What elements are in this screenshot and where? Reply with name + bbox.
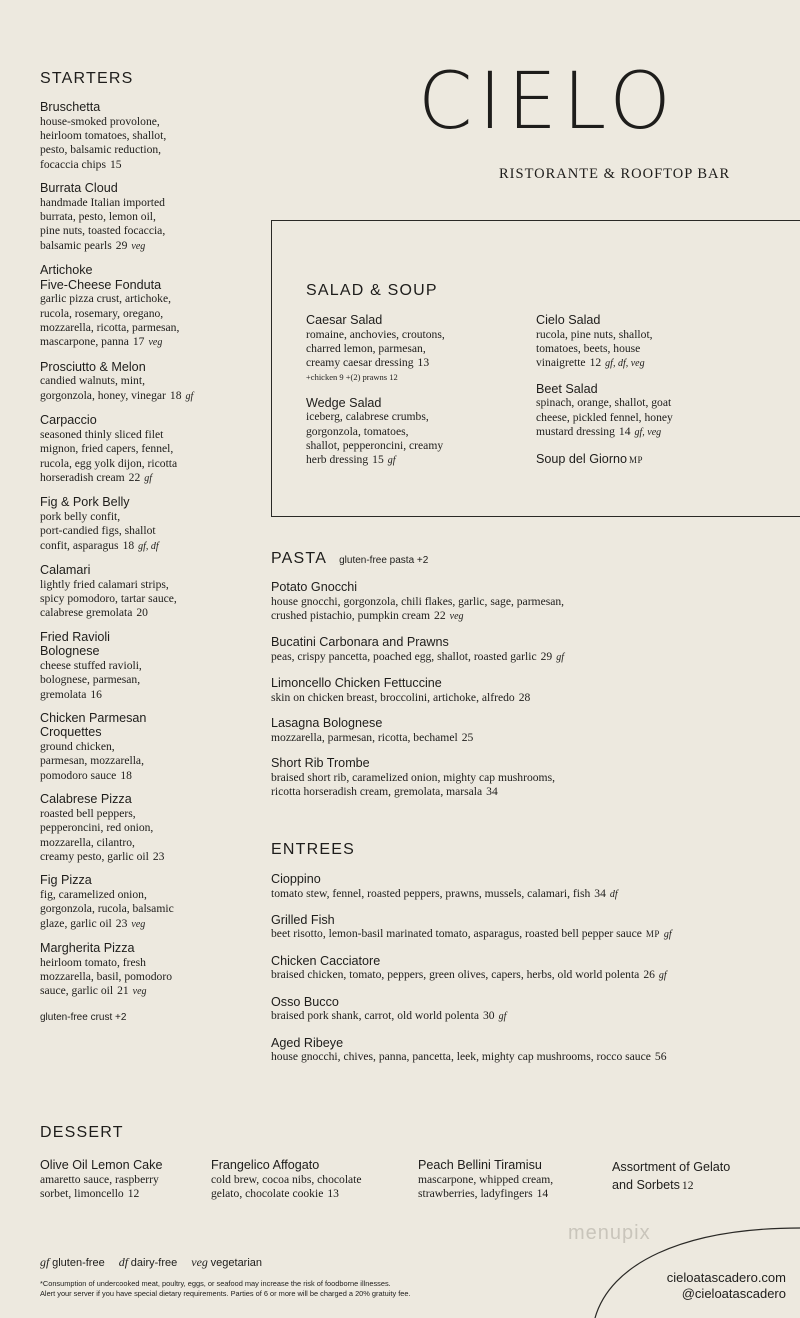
item-price: 29 [115, 238, 128, 252]
menu-item [40, 413, 265, 486]
item-price: 18 [169, 388, 182, 402]
menu-item [40, 1158, 235, 1201]
item-description [40, 578, 265, 621]
legend-key: veg [191, 1255, 208, 1269]
item-description [271, 968, 791, 983]
menu-item [271, 580, 791, 624]
item-price: 21 [117, 984, 129, 998]
dietary-tags: gf [144, 472, 153, 484]
dietary-tags: veg [131, 240, 146, 252]
entrees-heading: ENTREES [271, 841, 355, 858]
item-desc-text: rucola, pine nuts, shallot, tomatoes, beets, house vinaigrette [536, 327, 653, 370]
item-description [40, 888, 265, 932]
dietary-tags: gf [498, 1011, 507, 1023]
item-name: Aged Ribeye [271, 1035, 344, 1050]
dietary-tags: gf [185, 390, 194, 402]
item-name: Cioppino [271, 872, 321, 886]
item-description [271, 731, 791, 745]
item-name: Bucatini Carbonara and Prawns [271, 635, 449, 650]
item-name: Chicken Cacciatore [271, 953, 381, 968]
item-name: Potato Gnocchi [271, 580, 358, 594]
item-price: MP [645, 929, 660, 940]
menu-item [271, 635, 791, 665]
dietary-tags: gf [387, 455, 396, 467]
menu-item [40, 941, 265, 1000]
item-desc-text: garlic pizza crust, artichoke, rucola, rosemary, oregano, mozzarella, ricotta, parmesan, mascarpone, panna [40, 292, 180, 349]
item-price: 17 [132, 335, 145, 349]
item-description [271, 927, 791, 942]
item-addons: +chicken 9 +(2) prawns 12 [306, 371, 398, 382]
item-name: Fried Ravioli Bolognese [40, 629, 110, 659]
menu-item [306, 313, 521, 384]
item-name: Soup del Giorno [536, 452, 628, 467]
item-desc-text: mozzarella, parmesan, ricotta, bechamel [271, 730, 458, 744]
item-price: 23 [152, 849, 165, 863]
item-description [682, 1179, 694, 1192]
menu-item [40, 495, 265, 554]
item-desc-text: heirloom tomato, fresh mozzarella, basil, pomodoro sauce, garlic oil [40, 955, 172, 998]
item-description [40, 428, 265, 487]
consumption-notice: *Consumption of undercooked meat, poultry, eggs, or seafood may increase the risk of foodborne illnesses. Alert your server if you have special dietary requirements. Parties of 6 or more will be charged a 20% gratuity fee. [40, 1279, 411, 1298]
item-name: Burrata Cloud [40, 181, 118, 196]
item-desc-text: spinach, orange, shallot, goat cheese, pickled fennel, honey mustard dressing [536, 396, 673, 439]
dietary-tags: gf [663, 929, 672, 941]
item-desc-text: skin on chicken breast, broccolini, artichoke, alfredo [271, 690, 515, 704]
item-price: 14 [536, 1186, 549, 1200]
item-name: Wedge Salad [306, 395, 382, 410]
item-desc-text: mascarpone, whipped cream, strawberries, ladyfingers [418, 1172, 554, 1200]
item-desc-text: house gnocchi, gorgonzola, chili flakes, garlic, sage, parmesan, crushed pistachio, pumpkin cream [271, 594, 565, 622]
item-description [629, 453, 643, 466]
item-description [40, 1173, 235, 1202]
restaurant-logo: CIELO [418, 57, 677, 147]
starters-list [40, 100, 265, 1023]
item-name: Limoncello Chicken Fettuccine [271, 676, 442, 691]
item-description [40, 740, 265, 783]
item-name: Beet Salad [536, 381, 598, 396]
item-description [418, 1173, 613, 1202]
item-price: 25 [461, 730, 474, 744]
item-description [40, 115, 265, 173]
item-desc-text: ground chicken, parmesan, mozzarella, pomodoro sauce [40, 739, 144, 782]
starters-footnote: gluten-free crust +2 [40, 1011, 127, 1023]
item-name: Bruschetta [40, 100, 101, 114]
menu-item [40, 181, 265, 254]
item-name: Frangelico Affogato [211, 1158, 320, 1172]
dietary-tags: veg [132, 986, 147, 998]
item-price: 13 [327, 1186, 339, 1200]
item-desc-text: fig, caramelized onion, gorgonzola, rucola, balsamic glaze, garlic oil [40, 887, 174, 930]
item-price: 14 [618, 425, 631, 439]
item-desc-text: cold brew, cocoa nibs, chocolate gelato, chocolate cookie [211, 1172, 362, 1200]
menu-item [40, 563, 265, 621]
item-price: 22 [128, 470, 141, 484]
menu-item [40, 873, 265, 932]
item-name: Peach Bellini Tiramisu [418, 1158, 542, 1172]
item-description [40, 659, 265, 702]
item-description [271, 650, 791, 665]
item-description [536, 396, 766, 440]
item-description [271, 771, 791, 800]
legend-label: gluten-free [52, 1257, 105, 1269]
item-price: 13 [417, 356, 430, 370]
item-price: 15 [372, 453, 384, 467]
menu-item [271, 676, 791, 705]
item-price: 16 [90, 687, 102, 701]
item-description [271, 595, 791, 625]
pasta-list [271, 580, 791, 810]
item-desc-text: braised chicken, tomato, peppers, green olives, capers, herbs, old world polenta [271, 968, 640, 982]
item-description [271, 1050, 791, 1064]
dietary-tags: veg [131, 918, 146, 930]
restaurant-subtitle: RISTORANTE & ROOFTOP BAR [499, 166, 731, 182]
item-description [40, 196, 265, 255]
item-desc-text: beet risotto, lemon-basil marinated tomato, asparagus, roasted bell pepper sauce [271, 927, 642, 941]
item-name: Calamari [40, 563, 91, 578]
item-description [306, 328, 521, 371]
item-name: Assortment of Gelato and Sorbets [612, 1160, 731, 1192]
menu-item [40, 711, 265, 783]
item-name: Carpaccio [40, 413, 97, 428]
item-price: 15 [109, 157, 122, 171]
contact-info [667, 1270, 786, 1302]
item-name: Chicken Parmesan Croquettes [40, 710, 147, 740]
item-desc-text: tomato stew, fennel, roasted peppers, prawns, mussels, calamari, fish [271, 886, 591, 900]
item-name: Grilled Fish [271, 912, 335, 927]
item-price: 29 [540, 649, 553, 663]
menu-item [271, 872, 791, 902]
menu-item [40, 630, 265, 702]
item-desc-text: pork belly confit, port-candied figs, shallot confit, asparagus [40, 509, 156, 552]
legend-label: dairy-free [130, 1257, 178, 1269]
item-description [40, 374, 265, 404]
dietary-tags: gf, df [138, 540, 159, 552]
menu-item [271, 913, 791, 943]
item-description [40, 510, 265, 554]
item-desc-text: candied walnuts, mint, gorgonzola, honey, vinegar [40, 374, 166, 402]
menu-item [271, 756, 791, 799]
item-name: Caesar Salad [306, 313, 383, 327]
legend-label: vegetarian [210, 1257, 263, 1269]
item-desc-text: iceberg, calabrese crumbs, gorgonzola, tomatoes, shallot, pepperoncini, creamy herb dressing [306, 410, 444, 467]
dietary-tags: veg [148, 337, 163, 349]
dietary-tags: gf [556, 651, 564, 663]
item-desc-text: house-smoked provolone, heirloom tomatoes, shallot, pesto, balsamic reduction, focaccia chips [40, 114, 167, 171]
menu-item [536, 313, 766, 372]
item-name: Fig & Pork Belly [40, 495, 130, 510]
item-description [40, 956, 265, 1000]
item-name: Short Rib Trombe [271, 756, 370, 771]
website-link[interactable]: cieloatascadero.com [666, 1270, 786, 1285]
item-desc-text: romaine, anchovies, croutons, charred lemon, parmesan, creamy caesar dressing [306, 327, 445, 370]
item-desc-text: handmade Italian imported burrata, pesto, lemon oil, pine nuts, toasted focaccia, balsamic pearls [40, 195, 166, 252]
salad-right-column [536, 313, 766, 478]
dietary-legend [40, 1255, 276, 1270]
item-price: 18 [122, 538, 135, 552]
item-description [40, 807, 265, 865]
item-desc-text: seasoned thinly sliced filet mignon, fried capers, fennel, rucola, egg yolk dijon, ricotta horseradish cream [40, 427, 178, 484]
menu-item [536, 382, 766, 441]
item-name: Osso Bucco [271, 994, 339, 1009]
item-name: Fig Pizza [40, 873, 92, 888]
item-name: Artichoke Five-Cheese Fonduta [40, 263, 162, 292]
menu-item [271, 954, 791, 984]
item-price: 34 [486, 784, 498, 798]
dessert-heading: DESSERT [40, 1124, 124, 1141]
item-description [271, 887, 791, 902]
menu-item [418, 1158, 613, 1201]
item-description [40, 292, 265, 351]
item-name: Margherita Pizza [40, 941, 135, 956]
item-desc-text: roasted bell peppers, pepperoncini, red onion, mozzarella, cilantro, creamy pesto, garlic oil [40, 806, 154, 863]
item-description [306, 410, 521, 469]
item-price: MP [629, 455, 644, 466]
dietary-tags: veg [449, 610, 464, 622]
item-description [536, 328, 766, 372]
item-price: 12 [589, 356, 602, 370]
item-price: 20 [136, 606, 148, 620]
dietary-tags: gf, df, veg [605, 358, 645, 370]
item-description [271, 691, 791, 705]
menu-item [40, 792, 265, 864]
pasta-header [271, 550, 428, 568]
menu-item [536, 450, 766, 468]
item-desc-text: braised short rib, caramelized onion, mighty cap mushrooms, ricotta horseradish cream, gremolata, marsala [271, 770, 555, 798]
menu-item [40, 263, 265, 351]
item-price: 56 [654, 1050, 667, 1064]
menu-item [211, 1158, 406, 1201]
entrees-list [271, 872, 791, 1076]
watermark: menupix [568, 1222, 651, 1244]
menu-item [306, 396, 521, 469]
menu-item [40, 360, 265, 404]
menu-item [271, 995, 791, 1025]
item-price: 22 [434, 608, 446, 622]
legend-key: gf [40, 1255, 50, 1269]
item-price: 23 [115, 916, 128, 930]
menu-item [40, 100, 265, 172]
pasta-note: gluten-free pasta +2 [339, 555, 429, 566]
dietary-tags: gf [658, 970, 667, 982]
item-price: 12 [681, 1179, 694, 1192]
item-desc-text: house gnocchi, chives, panna, pancetta, leek, mighty cap mushrooms, rocco sauce [271, 1050, 651, 1064]
item-name: Calabrese Pizza [40, 792, 132, 807]
item-desc-text: cheese stuffed ravioli, bolognese, parmesan, gremolata [40, 658, 142, 701]
item-price: 28 [518, 690, 531, 704]
dietary-tags: gf, veg [634, 427, 662, 439]
item-name: Lasagna Bolognese [271, 716, 383, 731]
item-desc-text: peas, crispy pancetta, poached egg, shallot, roasted garlic [271, 649, 537, 663]
social-handle[interactable]: @cieloatascadero [681, 1286, 786, 1301]
item-description [271, 1009, 791, 1024]
item-desc-text: amaretto sauce, raspberry sorbet, limoncello [40, 1172, 159, 1200]
item-desc-text: braised pork shank, carrot, old world polenta [271, 1009, 479, 1023]
salad-soup-heading: SALAD & SOUP [306, 282, 438, 299]
item-desc-text: lightly fried calamari strips, spicy pomodoro, tartar sauce, calabrese gremolata [40, 577, 177, 620]
item-description [211, 1173, 406, 1202]
legend-key: df [118, 1255, 129, 1269]
item-name: Cielo Salad [536, 313, 601, 327]
item-price: 18 [120, 768, 132, 782]
starters-heading: STARTERS [40, 70, 134, 87]
item-price: 34 [594, 886, 606, 900]
pasta-heading: PASTA [271, 550, 328, 567]
menu-item [612, 1158, 782, 1194]
item-name: Olive Oil Lemon Cake [40, 1158, 163, 1172]
salad-left-column [306, 313, 521, 481]
dietary-tags: df [609, 888, 618, 900]
item-price: 12 [127, 1186, 140, 1200]
item-price: 26 [643, 968, 655, 982]
item-price: 30 [483, 1009, 495, 1023]
menu-item [271, 716, 791, 745]
item-name: Prosciutto & Melon [40, 359, 146, 374]
menu-item [271, 1036, 791, 1065]
